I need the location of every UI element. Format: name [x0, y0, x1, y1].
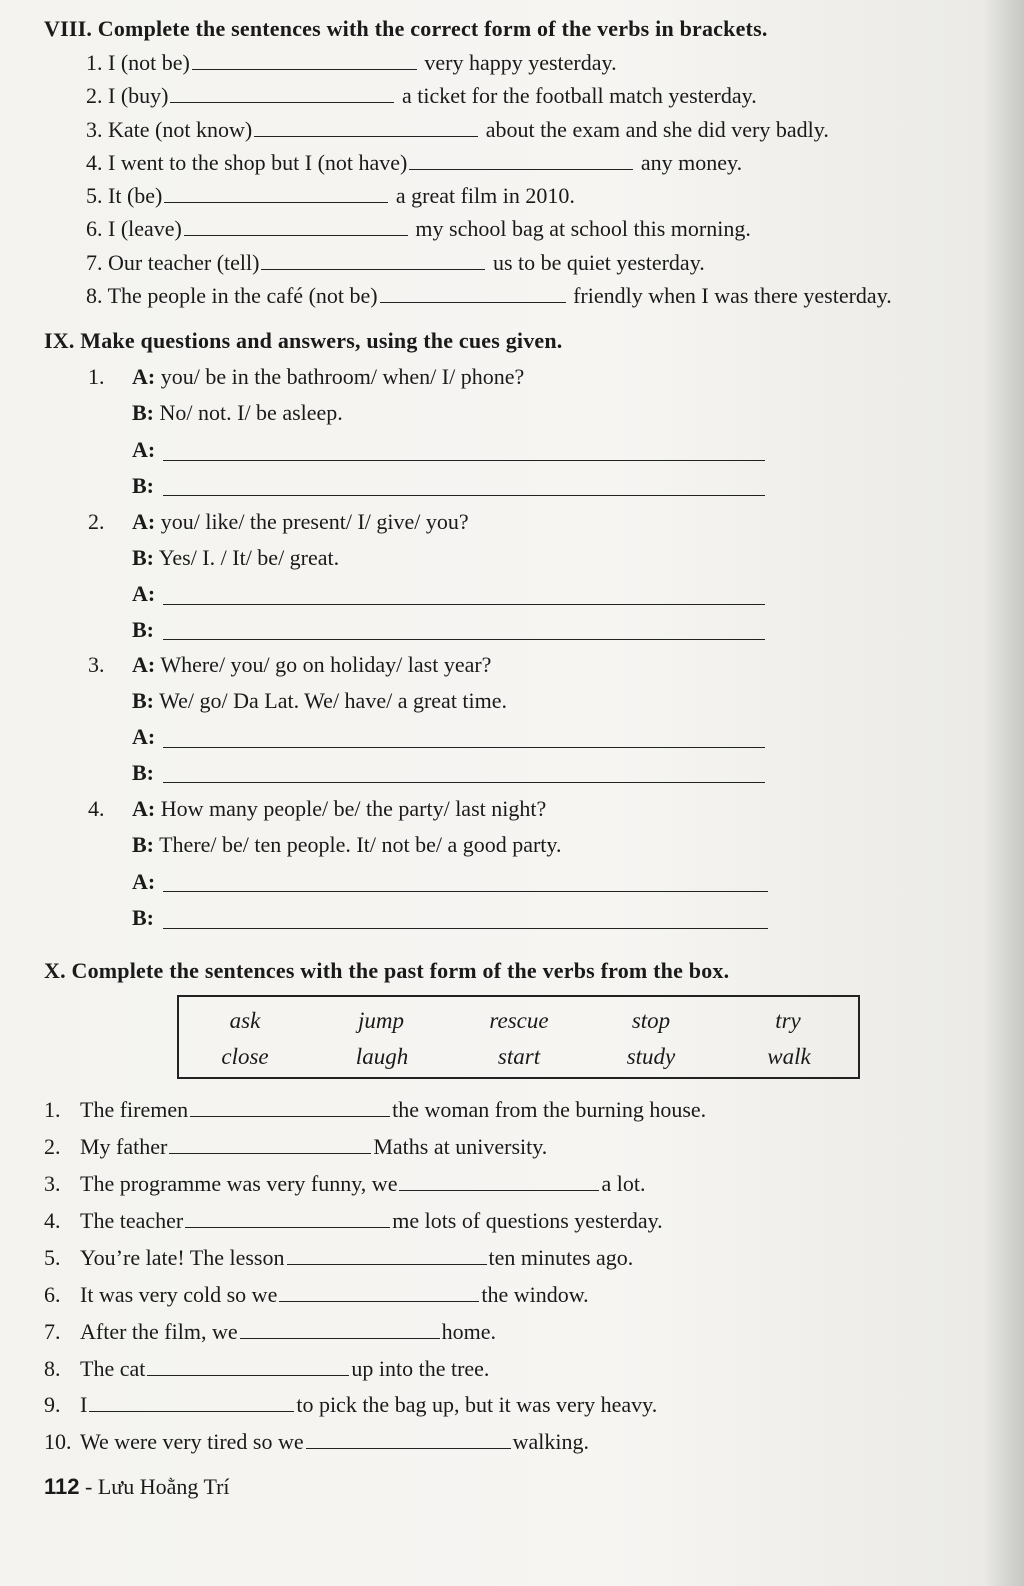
label-b: B: — [132, 832, 154, 857]
s10-item-rest: a lot. — [601, 1171, 646, 1196]
s8-item-5 — [86, 183, 575, 209]
s10-item-number: 3. — [44, 1171, 61, 1196]
cue-b-text: Yes/ I. / It/ be/ great. — [158, 545, 340, 570]
answer-blank[interactable] — [147, 1357, 349, 1376]
section-9-title: IX. Make questions and answers, using the cues given. — [44, 328, 563, 353]
answer-blank[interactable] — [169, 1135, 371, 1154]
answer-blank[interactable] — [185, 1209, 390, 1228]
s10-item-rest: me lots of questions yesterday. — [392, 1208, 663, 1233]
s8-item-7 — [86, 250, 705, 276]
s9-item-1-cue-b — [132, 400, 343, 426]
word-box-item: try — [775, 1008, 801, 1033]
answer-blank[interactable] — [287, 1246, 487, 1265]
answer-line-a[interactable] — [163, 603, 765, 605]
s10-item-prompt: The cat — [80, 1356, 146, 1381]
word-box-item: laugh — [355, 1044, 409, 1069]
s8-item-number: 2. — [86, 83, 103, 108]
s10-item-number: 8. — [44, 1356, 61, 1381]
s10-item-2 — [44, 1134, 547, 1160]
answer-line-a[interactable] — [163, 459, 765, 461]
s9-item-number: 3. — [88, 652, 105, 677]
cue-b-text: No/ not. I/ be asleep. — [159, 400, 343, 425]
s9-item-3-cue-a — [132, 652, 491, 678]
answer-label-b: B: — [132, 905, 154, 930]
s8-item-number: 5. — [86, 183, 103, 208]
label-a: A: — [132, 652, 156, 677]
answer-line-b[interactable] — [163, 927, 768, 929]
s10-item-rest: walking. — [512, 1429, 590, 1454]
s10-item-number: 1. — [44, 1097, 61, 1122]
s10-item-5 — [44, 1245, 633, 1271]
cue-a-text: you/ like/ the present/ I/ give/ you? — [160, 509, 469, 534]
s8-item-prompt: It (be) — [108, 183, 163, 208]
section-8-title: VIII. Complete the sentences with the correct form of the verbs in brackets. — [44, 16, 768, 41]
s10-item-number: 9. — [44, 1392, 61, 1417]
page-footer — [44, 1474, 230, 1500]
s9-item-2-cue-b — [132, 545, 339, 571]
s10-item-prompt: I — [80, 1392, 88, 1417]
cue-a-text: you/ be in the bathroom/ when/ I/ phone? — [160, 364, 525, 389]
s8-item-number: 6. — [86, 216, 103, 241]
label-a: A: — [132, 364, 156, 389]
answer-blank[interactable] — [261, 251, 485, 270]
s10-item-number: 6. — [44, 1282, 61, 1307]
answer-label-a: A: — [132, 724, 156, 749]
s8-item-prompt: Our teacher (tell) — [108, 250, 260, 275]
label-b: B: — [132, 400, 154, 425]
s10-item-number: 4. — [44, 1208, 61, 1233]
answer-label-a: A: — [132, 581, 156, 606]
answer-blank[interactable] — [89, 1393, 294, 1412]
word-box-item: jump — [358, 1008, 404, 1033]
s9-item-2-cue-a — [132, 509, 469, 535]
s8-item-number: 8. — [86, 283, 103, 308]
s10-item-number: 7. — [44, 1319, 61, 1344]
answer-label-a: A: — [132, 869, 156, 894]
answer-blank[interactable] — [306, 1430, 511, 1449]
s8-item-8 — [86, 283, 892, 309]
s10-item-10 — [44, 1429, 589, 1455]
label-b: B: — [132, 688, 154, 713]
s10-item-1 — [44, 1097, 706, 1123]
s8-item-number: 7. — [86, 250, 103, 275]
answer-blank[interactable] — [164, 184, 388, 203]
answer-blank[interactable] — [279, 1283, 479, 1302]
answer-blank[interactable] — [184, 217, 408, 236]
answer-line-b[interactable] — [163, 494, 765, 496]
answer-blank[interactable] — [192, 51, 417, 70]
s8-item-prompt: I (leave) — [108, 216, 182, 241]
s8-item-rest: a ticket for the football match yesterday. — [401, 83, 757, 108]
word-box-item: study — [626, 1044, 676, 1069]
s9-item-number: 1. — [88, 364, 105, 389]
answer-line-b[interactable] — [163, 638, 765, 640]
cue-b-text: We/ go/ Da Lat. We/ have/ a great time. — [159, 688, 508, 713]
cue-b-text: There/ be/ ten people. It/ not be/ a good party. — [159, 832, 562, 857]
s10-item-prompt: You’re late! The lesson — [80, 1245, 285, 1270]
s9-item-number: 2. — [88, 509, 105, 534]
answer-label-a: A: — [132, 437, 156, 462]
s8-item-rest: friendly when I was there yesterday. — [573, 283, 892, 308]
s10-item-3 — [44, 1171, 645, 1197]
s10-item-4 — [44, 1208, 663, 1234]
s8-item-4 — [86, 150, 742, 176]
s8-item-prompt: Kate (not know) — [108, 117, 253, 142]
page-edge-shadow — [984, 0, 1024, 1586]
s10-item-rest: to pick the bag up, but it was very heavy. — [296, 1392, 658, 1417]
label-a: A: — [132, 796, 156, 821]
s8-item-rest: any money. — [640, 150, 743, 175]
s10-item-7 — [44, 1319, 496, 1345]
word-box-item: walk — [767, 1044, 811, 1069]
answer-line-a[interactable] — [163, 746, 765, 748]
answer-blank[interactable] — [254, 118, 478, 137]
s10-item-rest: the window. — [481, 1282, 589, 1307]
s9-item-3-cue-b — [132, 688, 507, 714]
s8-item-rest: a great film in 2010. — [395, 183, 575, 208]
cue-a-text: How many people/ be/ the party/ last night? — [160, 796, 547, 821]
answer-line-a[interactable] — [163, 890, 768, 892]
s10-item-prompt: My father — [80, 1134, 168, 1159]
word-box-item: ask — [229, 1008, 261, 1033]
s10-item-rest: ten minutes ago. — [488, 1245, 634, 1270]
s10-item-number: 5. — [44, 1245, 61, 1270]
s10-item-prompt: The teacher — [80, 1208, 184, 1233]
answer-blank[interactable] — [409, 151, 633, 170]
s10-item-prompt: We were very tired so we — [80, 1429, 304, 1454]
s9-item-number: 4. — [88, 796, 105, 821]
s8-item-number: 1. — [86, 50, 103, 75]
s8-item-rest: my school bag at school this morning. — [415, 216, 751, 241]
answer-blank[interactable] — [399, 1172, 599, 1191]
answer-label-b: B: — [132, 473, 154, 498]
s8-item-1 — [86, 50, 617, 76]
s8-item-prompt: I went to the shop but I (not have) — [108, 150, 408, 175]
word-box-item: stop — [631, 1008, 671, 1033]
answer-line-b[interactable] — [163, 781, 765, 783]
answer-blank[interactable] — [170, 84, 394, 103]
s9-item-4-cue-b — [132, 832, 562, 858]
s8-item-prompt: I (buy) — [108, 83, 169, 108]
s10-item-prompt: The programme was very funny, we — [80, 1171, 398, 1196]
s10-item-rest: home. — [441, 1319, 496, 1344]
answer-blank[interactable] — [240, 1320, 440, 1339]
author-name: Lưu Hoằng Trí — [97, 1474, 230, 1499]
answer-label-b: B: — [132, 617, 154, 642]
s10-item-rest: the woman from the burning house. — [392, 1097, 707, 1122]
s8-item-rest: very happy yesterday. — [424, 50, 617, 75]
s8-item-prompt: I (not be) — [108, 50, 190, 75]
s10-item-rest: Maths at university. — [373, 1134, 548, 1159]
s10-item-prompt: The firemen — [80, 1097, 189, 1122]
s10-item-rest: up into the tree. — [351, 1356, 490, 1381]
section-10-title: X. Complete the sentences with the past form of the verbs from the box. — [44, 958, 730, 983]
s10-item-6 — [44, 1282, 589, 1308]
s10-item-number: 10. — [44, 1429, 72, 1454]
word-box-item: rescue — [489, 1008, 549, 1033]
label-b: B: — [132, 545, 154, 570]
s8-item-number: 3. — [86, 117, 103, 142]
word-box-item: start — [497, 1044, 541, 1069]
footer-separator: - — [79, 1474, 98, 1499]
answer-blank[interactable] — [380, 284, 566, 303]
s10-item-9 — [44, 1392, 657, 1418]
s10-item-8 — [44, 1356, 489, 1382]
cue-a-text: Where/ you/ go on holiday/ last year? — [160, 652, 492, 677]
s8-item-6 — [86, 216, 751, 242]
label-a: A: — [132, 509, 156, 534]
s8-item-rest: us to be quiet yesterday. — [492, 250, 705, 275]
s10-item-number: 2. — [44, 1134, 61, 1159]
answer-blank[interactable] — [190, 1098, 390, 1117]
s9-item-1-cue-a — [132, 364, 524, 390]
s8-item-prompt: The people in the café (not be) — [107, 283, 378, 308]
s10-item-prompt: It was very cold so we — [80, 1282, 278, 1307]
word-box-item: close — [221, 1044, 269, 1069]
s8-item-rest: about the exam and she did very badly. — [485, 117, 829, 142]
s10-item-prompt: After the film, we — [80, 1319, 238, 1344]
s9-item-4-cue-a — [132, 796, 546, 822]
page-number: 112 — [44, 1474, 80, 1499]
s8-item-3 — [86, 117, 829, 143]
answer-label-b: B: — [132, 760, 154, 785]
s8-item-number: 4. — [86, 150, 103, 175]
s8-item-2 — [86, 83, 757, 109]
